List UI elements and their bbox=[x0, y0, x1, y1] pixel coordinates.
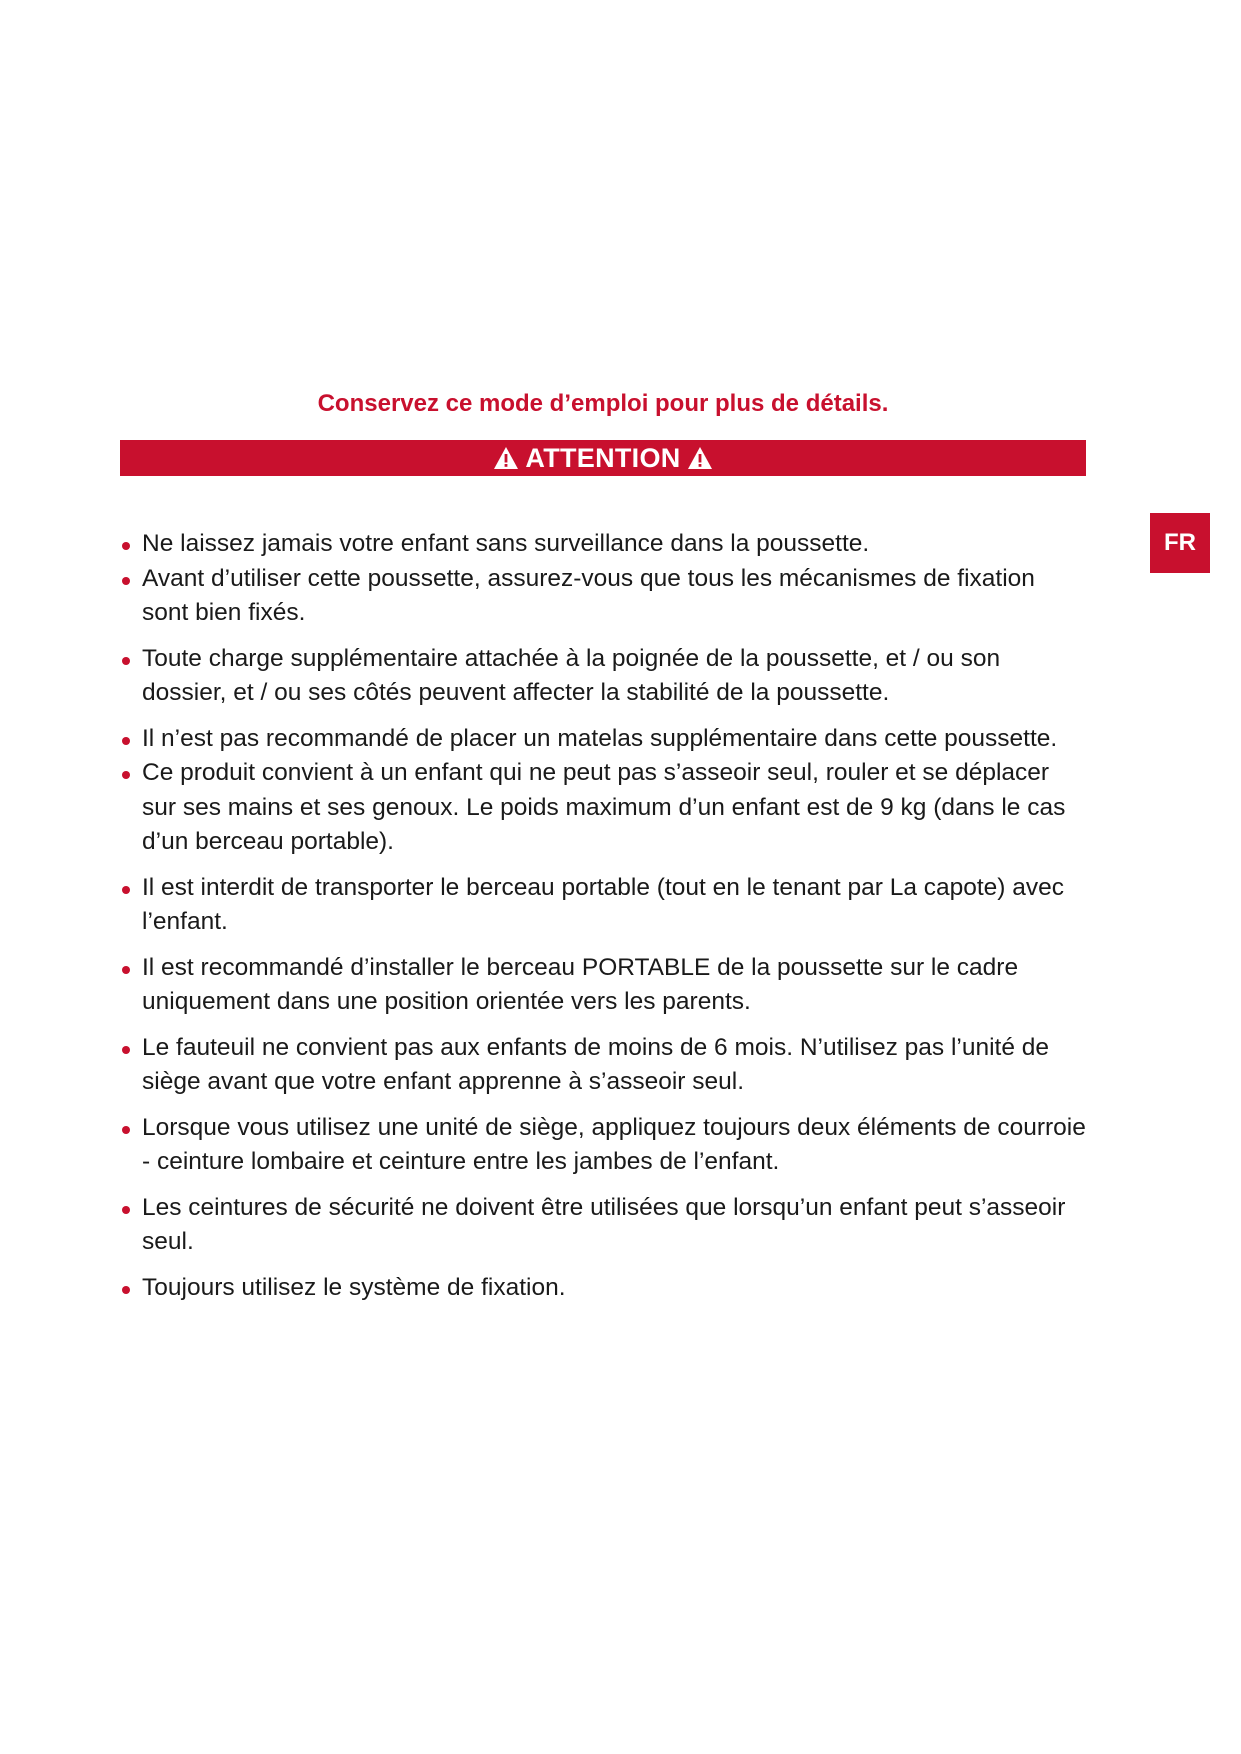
warning-text: Il est recommandé d’installer le berceau PORTABLE de la poussette sur le cadre uniquement dans une position orientée vers les parents. bbox=[142, 953, 1019, 1015]
warning-item bbox=[120, 722, 1086, 757]
warning-item bbox=[120, 756, 1086, 860]
manual-notice: Conservez ce mode d’emploi pour plus de détails. bbox=[317, 390, 889, 417]
bullet-icon bbox=[122, 886, 130, 894]
warning-item bbox=[120, 871, 1086, 940]
warnings-list bbox=[120, 527, 1086, 1316]
warning-item bbox=[120, 1271, 1086, 1306]
warning-triangle-icon bbox=[493, 446, 519, 470]
bullet-icon bbox=[122, 737, 130, 745]
warning-text: Toute charge supplémentaire attachée à la poignée de la poussette, et / ou son dossier, et / ou ses côtés peuvent affecter la stabilité de la poussette. bbox=[142, 644, 1001, 706]
attention-label: ATTENTION bbox=[525, 442, 681, 473]
warning-item bbox=[120, 1191, 1086, 1260]
warning-item bbox=[120, 951, 1086, 1020]
warning-triangle-icon bbox=[687, 446, 713, 470]
bullet-icon bbox=[122, 771, 130, 779]
warning-text: Ne laissez jamais votre enfant sans surveillance dans la poussette. bbox=[142, 530, 870, 557]
warning-text: Lorsque vous utilisez une unité de siège, appliquez toujours deux éléments de courroie - ceinture lombaire et ceinture entre les jambes de l’enfant. bbox=[142, 1113, 1086, 1175]
warning-text: Les ceintures de sécurité ne doivent être utilisées que lorsqu’un enfant peut s’asseoir seul. bbox=[142, 1193, 1066, 1255]
warning-text: Le fauteuil ne convient pas aux enfants de moins de 6 mois. N’utilisez pas l’unité de siège avant que votre enfant apprenne à s’asseoir seul. bbox=[142, 1033, 1050, 1095]
bullet-icon bbox=[122, 657, 130, 665]
attention-banner bbox=[120, 440, 1086, 476]
warning-item bbox=[120, 562, 1086, 631]
warning-item bbox=[120, 527, 1086, 562]
bullet-icon bbox=[122, 542, 130, 550]
warning-text: Ce produit convient à un enfant qui ne peut pas s’asseoir seul, rouler et se déplacer sur ses mains et ses genoux. Le poids maximum d’un enfant est de 9 kg (dans le cas d’un berceau portable). bbox=[142, 759, 1066, 855]
bullet-icon bbox=[122, 966, 130, 974]
warning-text: Toujours utilisez le système de fixation. bbox=[142, 1273, 566, 1301]
bullet-icon bbox=[122, 1206, 130, 1214]
warning-text: Avant d’utiliser cette poussette, assurez-vous que tous les mécanismes de fixation sont bien fixés. bbox=[142, 564, 1035, 626]
warning-text: Il est interdit de transporter le berceau portable (tout en le tenant par La capote) avec l’enfant. bbox=[142, 873, 1065, 935]
bullet-icon bbox=[122, 1126, 130, 1134]
bullet-icon bbox=[122, 1046, 130, 1054]
warning-item bbox=[120, 1031, 1086, 1100]
warning-item bbox=[120, 1111, 1086, 1180]
language-tab-fr: FR bbox=[1150, 513, 1210, 573]
warning-text: Il n’est pas recommandé de placer un matelas supplémentaire dans cette poussette. bbox=[142, 724, 1058, 752]
bullet-icon bbox=[122, 577, 130, 585]
warning-item bbox=[120, 642, 1086, 711]
bullet-icon bbox=[122, 1286, 130, 1294]
